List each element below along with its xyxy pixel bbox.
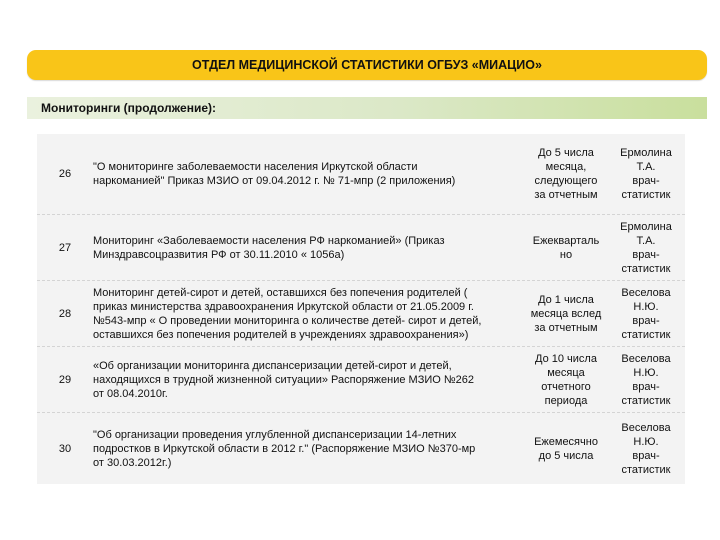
- row-responsible: Веселова Н.Ю. врач- статистик: [621, 422, 671, 476]
- section-title: Мониторинги (продолжение):: [41, 101, 216, 115]
- row-responsible: Веселова Н.Ю. врач- статистик: [621, 287, 671, 341]
- row-number: 27: [58, 242, 72, 254]
- row-description: Мониторинг «Заболеваемости населения РФ наркоманией» (Приказ Минздравсоцразвития РФ от 30.11.2010 « 1056а): [93, 235, 445, 261]
- row-description: "Об организации проведения углубленной диспансеризации 14-летних подростков в Иркутской области в 2012 г." (Распоряжение МЗИО №370-мр от 30.03.2012г.): [93, 429, 476, 469]
- row-term: До 10 числа месяца отчетного периода: [535, 353, 597, 407]
- department-title: ОТДЕЛ МЕДИЦИНСКОЙ СТАТИСТИКИ ОГБУЗ «МИАЦИО»: [192, 58, 542, 72]
- table-row: [37, 346, 685, 413]
- row-description: «Об организации мониторинга диспансеризации детей-сирот и детей, находящихся в трудной жизненной ситуации» Распоряжение МЗИО №262 от 08.04.2010г.: [93, 360, 475, 400]
- row-term: До 5 числа месяца, следующего за отчетным: [534, 147, 598, 201]
- row-term: До 1 числа месяца вслед за отчетным: [530, 294, 602, 334]
- row-term: Ежемесячно до 5 числа: [534, 436, 598, 462]
- row-number: 29: [58, 374, 72, 386]
- table-row: [37, 412, 685, 485]
- table-row: [37, 214, 685, 281]
- row-responsible: Ермолина Т.А. врач- статистик: [620, 147, 672, 201]
- table-row: [37, 280, 685, 347]
- row-description: "О мониторинге заболеваемости населения Иркутской области наркоманией" Приказ МЗИО от 09.04.2012 г. № 71-мпр (2 приложения): [93, 161, 456, 187]
- row-number: 28: [58, 308, 72, 320]
- table-row: [37, 134, 685, 214]
- row-responsible: Ермолина Т.А. врач- статистик: [620, 221, 672, 275]
- section-header: [27, 97, 707, 119]
- row-term: Ежекварталь но: [532, 235, 600, 261]
- row-description: Мониторинг детей-сирот и детей, оставшихся без попечения родителей ( приказ министерства здравоохранения Иркутской области от 21.05.2009 г. №543-мпр « О проведении мониторинга о количестве детей- сирот и детей, оставшихся без попечения родителей в учреждениях здравоохранения»): [93, 287, 482, 341]
- row-number: 30: [58, 443, 72, 455]
- monitoring-table: [37, 134, 685, 484]
- row-number: 26: [58, 168, 72, 180]
- department-banner: [27, 50, 707, 80]
- row-responsible: Веселова Н.Ю. врач- статистик: [621, 353, 671, 407]
